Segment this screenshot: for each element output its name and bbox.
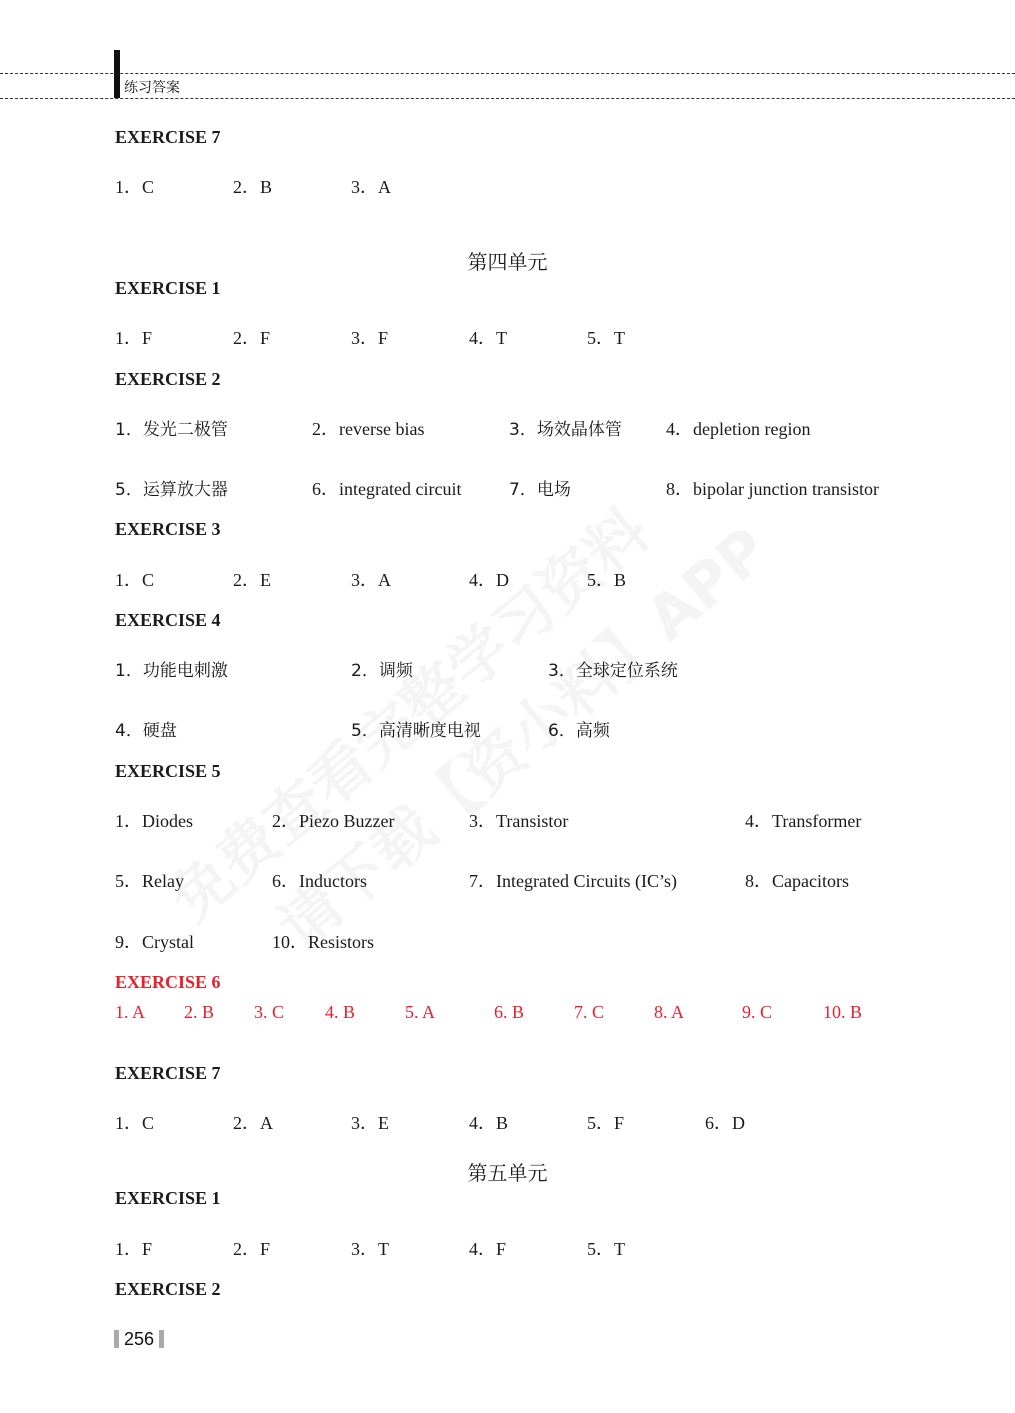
exercise-heading: EXERCISE 4 [115, 610, 221, 630]
answer-item: 5．高清晰度电视 [351, 721, 481, 741]
answer-item: 3．T [351, 1239, 389, 1259]
exercise-heading: EXERCISE 1 [115, 278, 221, 298]
answer-item: 8. A [654, 1002, 685, 1022]
answer-item: 3．场效晶体管 [509, 420, 622, 440]
header-title: 练习答案 [124, 80, 180, 96]
page-footer [114, 1328, 164, 1350]
answer-item: 5．T [587, 1239, 625, 1259]
answer-item: 3．A [351, 177, 391, 197]
answer-item: 2．F [233, 1239, 271, 1259]
answer-item: 4．硬盘 [115, 721, 177, 741]
answer-item: 1．F [115, 328, 153, 348]
answer-item: 9. C [742, 1002, 773, 1022]
exercise-heading: EXERCISE 7 [115, 127, 221, 147]
header-bar [114, 50, 120, 98]
answer-item: 2. B [184, 1002, 215, 1022]
answer-item: 6. B [494, 1002, 525, 1022]
unit-title: 第四单元 [467, 250, 548, 274]
answer-item: 1．C [115, 1113, 155, 1133]
answer-item: 1．功能电刺激 [115, 661, 228, 681]
unit-title: 第五单元 [467, 1161, 548, 1185]
answer-item: 3．A [351, 570, 391, 590]
answer-item: 1．发光二极管 [115, 420, 228, 440]
answer-item: 5. A [405, 1002, 436, 1022]
answer-item: 5．F [587, 1113, 625, 1133]
answer-item: 4．T [469, 328, 507, 348]
answer-item: 4．Transformer [745, 811, 862, 831]
answer-item: 1．Diodes [115, 811, 193, 831]
exercise-heading: EXERCISE 3 [115, 519, 221, 539]
answer-item: 4．D [469, 570, 509, 590]
answer-item: 7．电场 [509, 480, 571, 500]
answer-item: 3．全球定位系统 [548, 661, 678, 681]
answer-item: 2．reverse bias [312, 419, 425, 439]
answer-item: 1．C [115, 177, 155, 197]
header-rule-bottom [0, 98, 1015, 99]
answer-item: 1．F [115, 1239, 153, 1259]
answer-item: 9．Crystal [115, 932, 194, 952]
answer-item: 5．Relay [115, 871, 184, 891]
exercise-heading: EXERCISE 1 [115, 1188, 221, 1208]
header-rule-top [0, 73, 1015, 74]
answer-item: 2．A [233, 1113, 273, 1133]
answer-item: 7. C [574, 1002, 605, 1022]
answer-item: 6．Inductors [272, 871, 367, 891]
answer-item: 1．C [115, 570, 155, 590]
answer-item: 5．T [587, 328, 625, 348]
answer-item: 2．B [233, 177, 273, 197]
answer-item: 10．Resistors [272, 932, 375, 952]
answer-item: 8．Capacitors [745, 871, 849, 891]
page-number: 256 [124, 1328, 155, 1349]
answer-item: 3．Transistor [469, 811, 569, 831]
answer-item: 3．E [351, 1113, 389, 1133]
answer-item: 7．Integrated Circuits (IC’s) [469, 871, 677, 891]
answer-item: 4．depletion region [666, 419, 811, 439]
exercise-heading: EXERCISE 2 [115, 1279, 221, 1299]
answer-item: 6．integrated circuit [312, 479, 462, 499]
exercise-heading: EXERCISE 7 [115, 1063, 221, 1083]
footer-bar-left [114, 1330, 119, 1348]
answer-item: 5．运算放大器 [115, 480, 228, 500]
answer-item: 2．调频 [351, 661, 413, 681]
answer-item: 5．B [587, 570, 627, 590]
answer-item: 4. B [325, 1002, 356, 1022]
answer-item: 6．高频 [548, 721, 610, 741]
answer-item: 4．B [469, 1113, 509, 1133]
answer-item: 2．E [233, 570, 271, 590]
exercise-heading: EXERCISE 5 [115, 761, 221, 781]
answer-item: 10. B [823, 1002, 863, 1022]
answer-item: 3．F [351, 328, 389, 348]
answer-item: 2．Piezo Buzzer [272, 811, 395, 831]
answer-item: 4．F [469, 1239, 507, 1259]
answer-item: 8．bipolar junction transistor [666, 479, 879, 499]
answer-item: 2．F [233, 328, 271, 348]
footer-bar-right [159, 1330, 164, 1348]
exercise-heading: EXERCISE 6 [115, 972, 221, 992]
exercise-heading: EXERCISE 2 [115, 369, 221, 389]
answer-item: 3. C [254, 1002, 285, 1022]
answer-item: 6．D [705, 1113, 745, 1133]
answer-item: 1. A [115, 1002, 146, 1022]
